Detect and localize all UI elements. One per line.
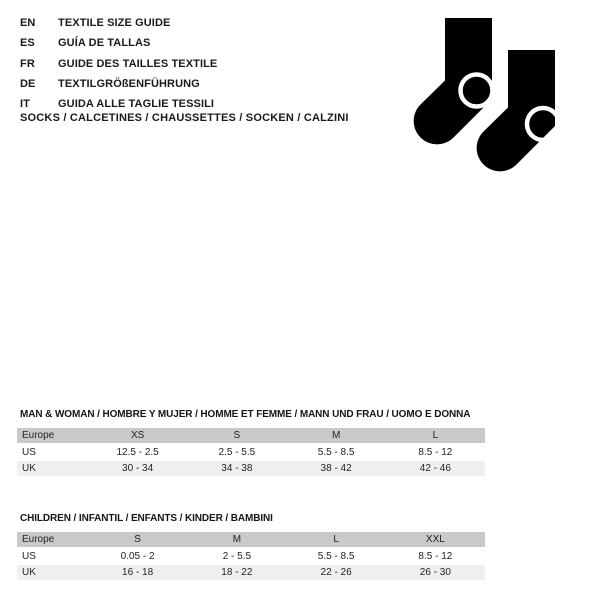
row-label: UK: [22, 463, 36, 474]
size-cell: S: [233, 430, 241, 441]
language-code: DE: [20, 78, 36, 91]
language-code: EN: [20, 17, 36, 30]
language-label: GUIDE DES TAILLES TEXTILE: [58, 57, 218, 70]
language-row-es: [20, 33, 217, 53]
size-cell: XS: [130, 430, 145, 441]
size-cell: 5.5 - 8.5: [317, 446, 355, 458]
adult-size-table: [17, 428, 485, 478]
children-size-table: [17, 532, 485, 582]
size-cell: L: [333, 534, 339, 545]
row-label: US: [22, 446, 36, 458]
table-header-row: [17, 428, 485, 443]
table-row-uk: [17, 461, 485, 476]
size-cell: 2.5 - 5.5: [218, 446, 256, 458]
table-row-uk: [17, 565, 485, 580]
size-cell: 42 - 46: [419, 463, 451, 474]
row-label: UK: [22, 567, 36, 578]
language-label: GUÍA DE TALLAS: [58, 37, 151, 50]
category-line: SOCKS / CALCETINES / CHAUSSETTES / SOCKEN / CALZINI: [20, 112, 349, 124]
adult-table-title: MAN & WOMAN / HOMBRE Y MUJER / HOMME ET FEMME / MANN UND FRAU / UOMO E DONNA: [20, 409, 471, 420]
size-cell: 16 - 18: [122, 567, 154, 578]
language-row-de: [20, 74, 217, 94]
size-cell: S: [134, 534, 141, 545]
language-label: TEXTILGRÖßENFÜHRUNG: [58, 78, 200, 91]
size-cell: 38 - 42: [320, 463, 352, 474]
table-header-row: [17, 532, 485, 547]
size-cell: XXL: [425, 534, 445, 545]
row-label: Europe: [22, 430, 55, 441]
size-cell: 8.5 - 12: [418, 550, 453, 562]
size-cell: L: [432, 430, 439, 441]
language-label: GUIDA ALLE TAGLIE TESSILI: [58, 98, 215, 111]
sock-back-shape: [414, 18, 492, 144]
size-cell: 2 - 5.5: [222, 550, 252, 562]
table-row-us: [17, 549, 485, 564]
size-cell: 30 - 34: [122, 463, 154, 474]
size-cell: 22 - 26: [320, 567, 352, 578]
socks-icon: [400, 0, 600, 200]
size-cell: 8.5 - 12: [418, 446, 453, 458]
size-cell: 12.5 - 2.5: [116, 446, 159, 458]
language-code: IT: [20, 98, 30, 111]
size-cell: M: [232, 534, 242, 545]
children-table-title: CHILDREN / INFANTIL / ENFANTS / KINDER / BAMBINI: [20, 513, 273, 524]
table-row-us: [17, 445, 485, 460]
size-cell: 34 - 38: [221, 463, 253, 474]
row-label: US: [22, 550, 36, 562]
language-row-en: [20, 13, 217, 33]
language-list: [20, 13, 217, 114]
language-code: FR: [20, 57, 35, 70]
language-label: TEXTILE SIZE GUIDE: [58, 17, 171, 30]
language-code: ES: [20, 37, 35, 50]
size-cell: 18 - 22: [221, 567, 253, 578]
size-cell: M: [331, 430, 341, 441]
size-cell: 0.05 - 2: [120, 550, 155, 562]
language-row-fr: [20, 54, 217, 74]
row-label: Europe: [22, 534, 55, 545]
size-cell: 5.5 - 8.5: [317, 550, 355, 562]
size-cell: 26 - 30: [419, 567, 451, 578]
